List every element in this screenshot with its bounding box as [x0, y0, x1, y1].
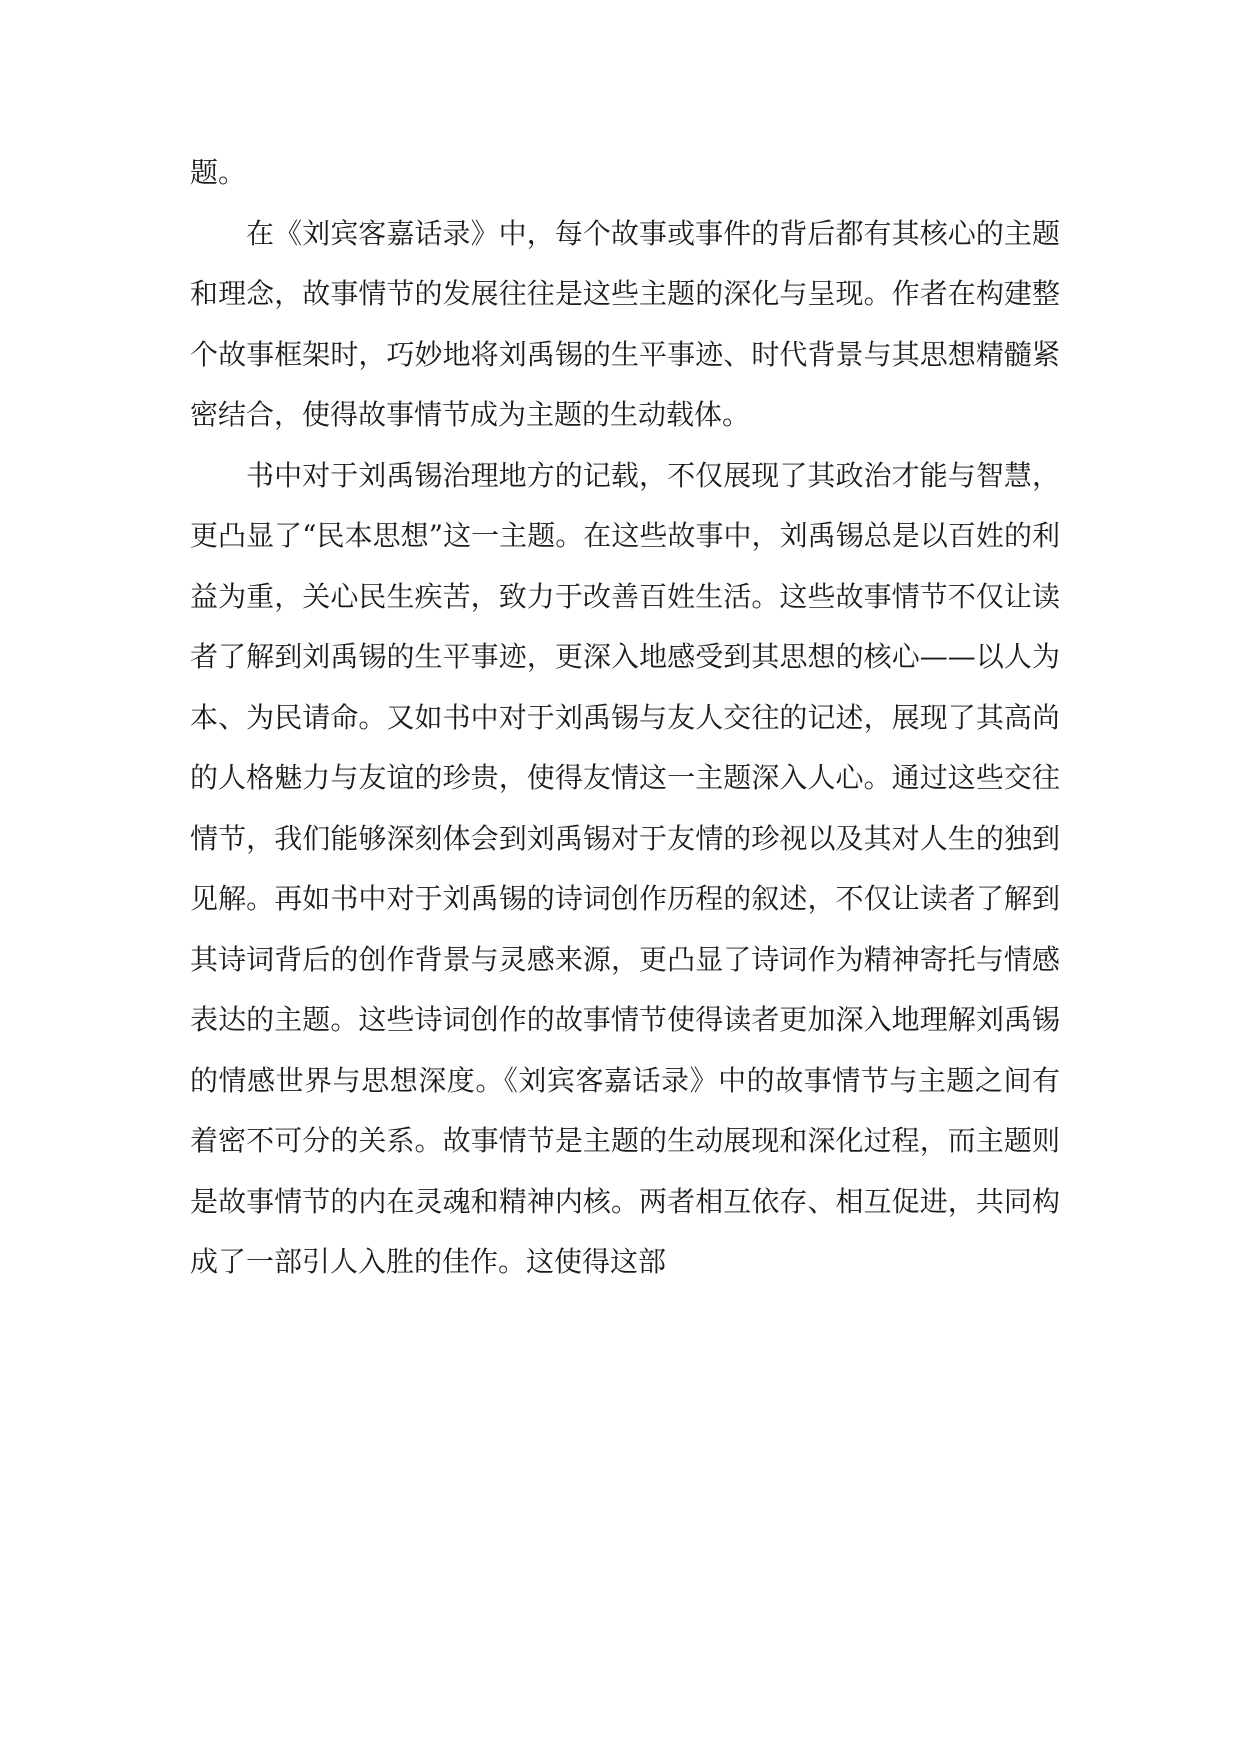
paragraph: 书中对于刘禹锡治理地方的记载，不仅展现了其政治才能与智慧，更凸显了“民本思想”这一主题。在这些故事中，刘禹锡总是以百姓的利益为重，关心民生疾苦，致力于改善百姓生活。这些故事情节不仅让读者了解到刘禹锡的生平事迹，更深入地感受到其思想的核心——以人为本、为民请命。又如书中对于刘禹锡与友人交往的记述，展现了其高尚的人格魅力与友谊的珍贵，使得友情这一主题深入人心。通过这些交往情节，我们能够深刻体会到刘禹锡对于友情的珍视以及其对人生的独到见解。再如书中对于刘禹锡的诗词创作历程的叙述，不仅让读者了解到其诗词背后的创作背景与灵感来源，更凸显了诗词作为精神寄托与情感表达的主题。这些诗词创作的故事情节使得读者更加深入地理解刘禹锡的情感世界与思想深度。《刘宾客嘉话录》中的故事情节与主题之间有着密不可分的关系。故事情节是主题的生动展现和深化过程，而主题则是故事情节的内在灵魂和精神内核。两者相互依存、相互促进，共同构成了一部引人入胜的佳作。这使得这部 [190, 458, 1060, 1278]
document-body [190, 143, 1060, 1293]
paragraph-continuation: 题。 [190, 156, 247, 189]
paragraph: 在《刘宾客嘉话录》中，每个故事或事件的背后都有其核心的主题和理念，故事情节的发展往往是这些主题的深化与呈现。作者在构建整个故事框架时，巧妙地将刘禹锡的生平事迹、时代背景与其思想精髓紧密结合，使得故事情节成为主题的生动载体。 [190, 216, 1060, 431]
